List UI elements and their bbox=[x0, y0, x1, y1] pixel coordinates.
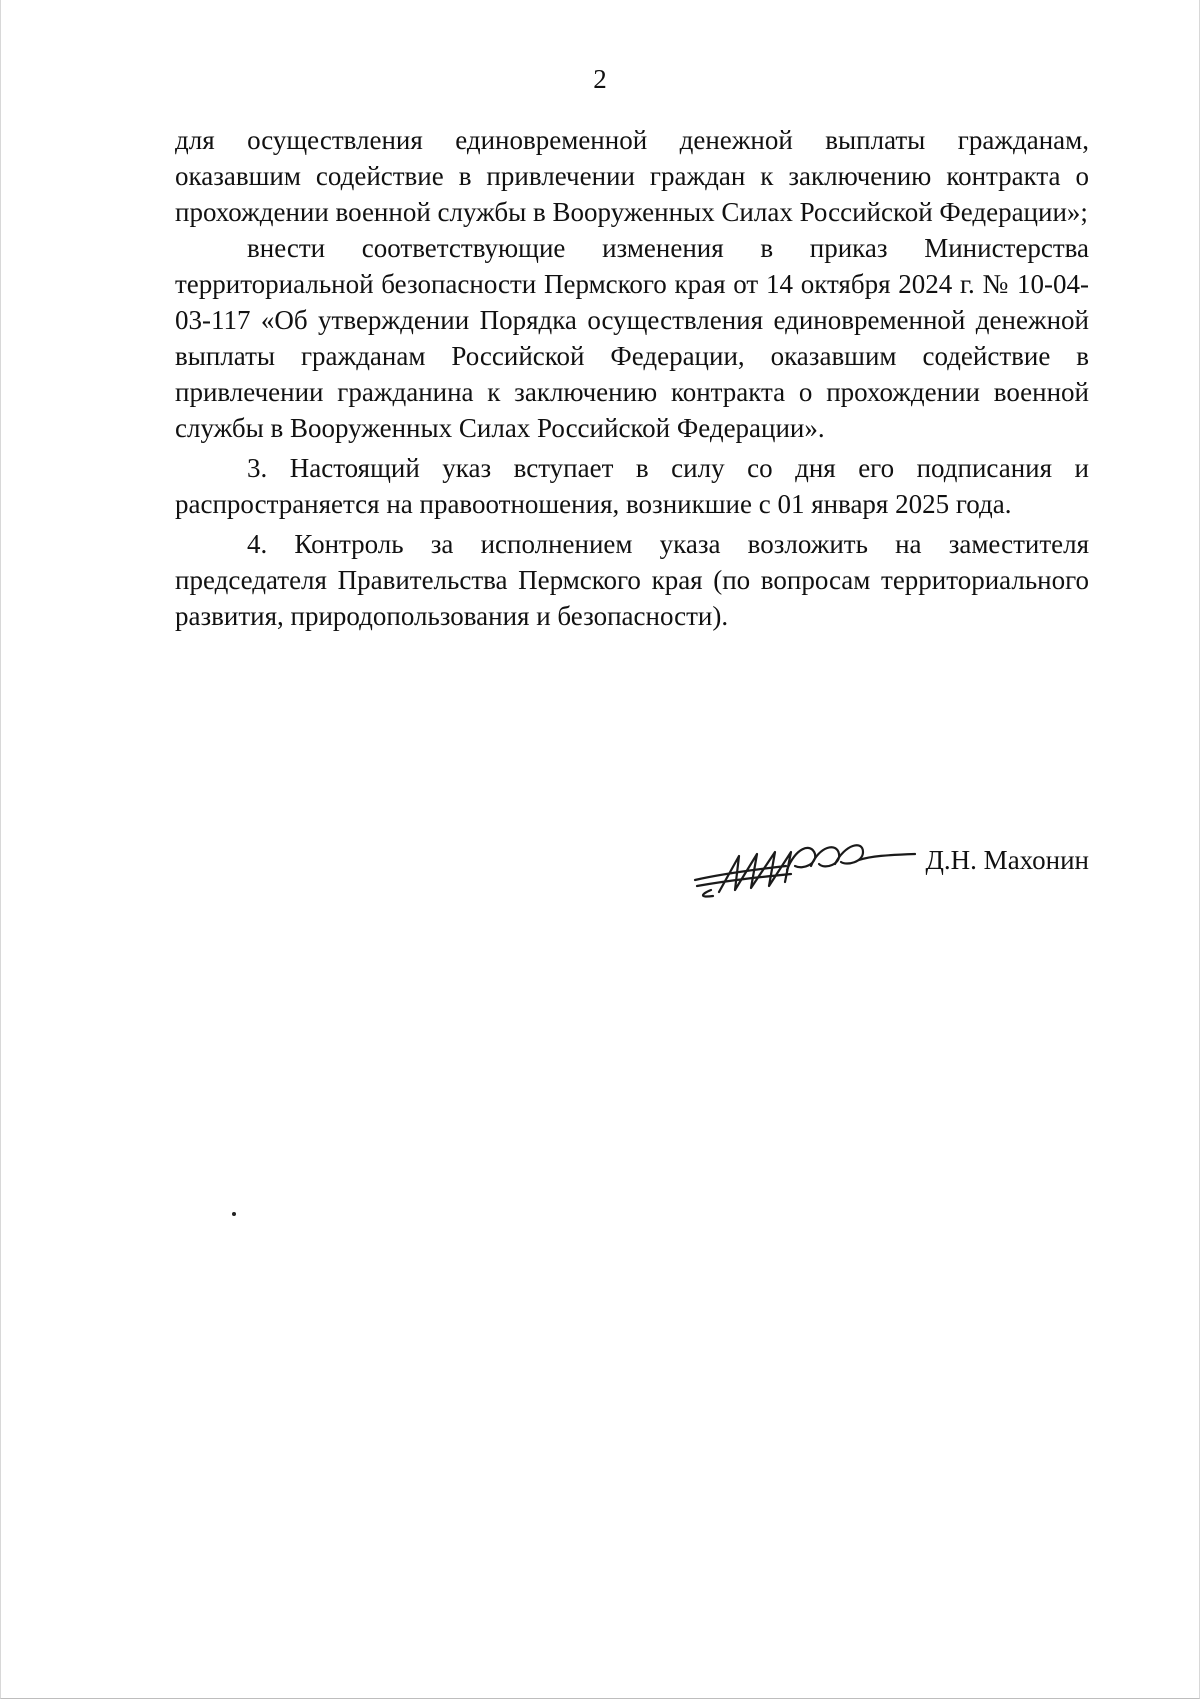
handwritten-signature-icon bbox=[691, 830, 916, 906]
signer-name: Д.Н. Махонин bbox=[925, 845, 1089, 875]
scan-speck bbox=[232, 1212, 236, 1216]
paragraph-effective-date: 3. Настоящий указ вступает в силу со дня его подписания и распространяется на правоотношения, возникшие с 01 января 2025 года. bbox=[175, 453, 1089, 519]
signature-block bbox=[691, 830, 1089, 906]
document-body bbox=[175, 122, 1089, 634]
paragraph-continuation: для осуществления единовременной денежной выплаты гражданам, оказавшим содействие в привлечении граждан к заключению контракта о прохождении военной службы в Вооруженных Силах Российской Федерации»; bbox=[175, 125, 1089, 227]
paragraph-control: 4. Контроль за исполнением указа возложить на заместителя председателя Правительства Пермского края (по вопросам территориального развития, природопользования и безопасности). bbox=[175, 529, 1089, 631]
page-number: 2 bbox=[593, 64, 607, 94]
paragraph-amend-order: внести соответствующие изменения в приказ Министерства территориальной безопасности Пермского края от 14 октября 2024 г. № 10-04-03-117 «Об утверждении Порядка осуществления единовременной денежной выплаты гражданам Российской Федерации, оказавшим содействие в привлечении гражданина к заключению контракта о прохождении военной службы в Вооруженных Силах Российской Федерации». bbox=[175, 233, 1089, 443]
